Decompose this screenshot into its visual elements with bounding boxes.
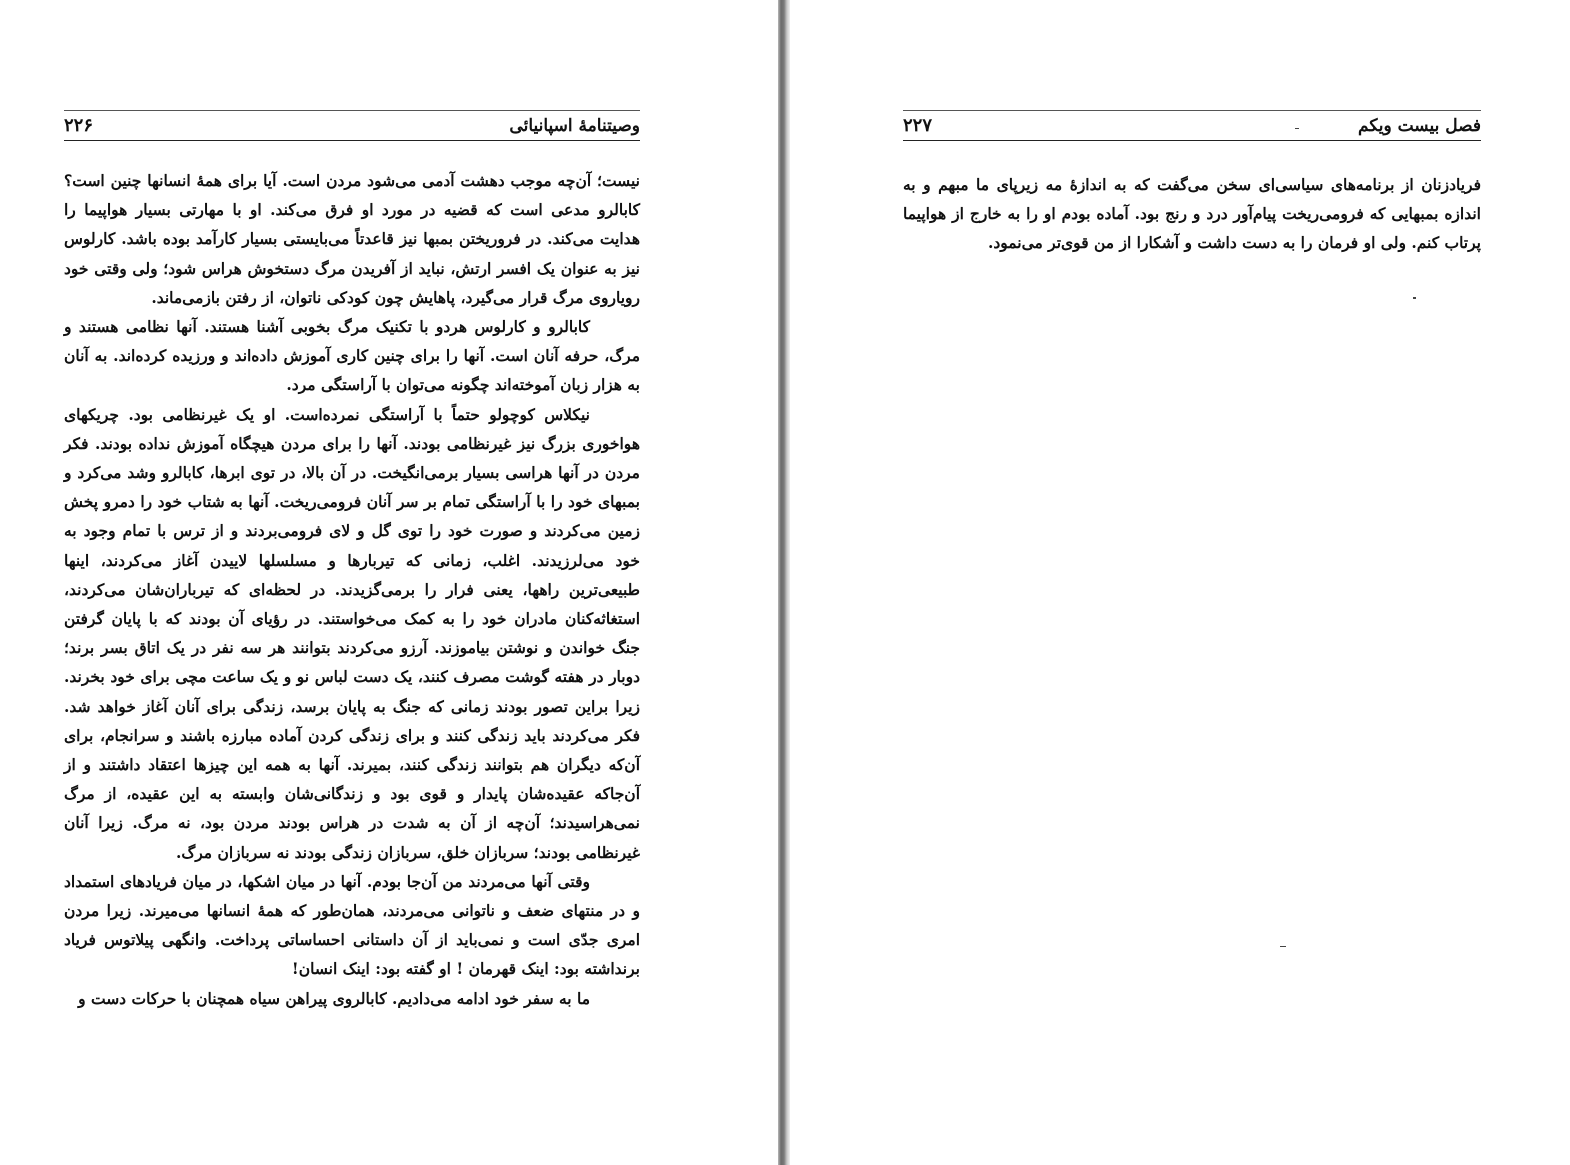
right-page-body — [903, 170, 1481, 258]
page-gutter — [778, 0, 790, 1165]
paragraph: کابالرو و کارلوس هردو با تکنیک مرگ بخوبی آشنا هستند. آنها نظامی هستند و مرگ، حرفه آنان است. آنها را برای چنین کاری آموزش داده‌اند و ورزیده کرده‌اند. به آنان به هزار زبان آموخته‌اند چگونه می‌توان با آراستگی مرد. — [64, 317, 640, 395]
scan-speck — [1280, 946, 1286, 947]
paragraph: نیست؛ آن‌چه موجب دهشت آدمی می‌شود مردن است. آیا برای همهٔ انسانها چنین است؟ کابالرو مدعی است که قضیه در مورد او فرق می‌کند. او با مهارتی بسیار هواپیما را هدایت می‌کند. در فروریختن بمبها نیز قاعدتاً می‌بایستی بسیار کارآمد بوده باشد. کارلوس نیز به عنوان یک افسر ارتش، نباید از آفریدن مرگ دستخوش هراس شود؛ ولی وقتی خود رویاروی مرگ قرار می‌گیرد، پاهایش چون کودکی ناتوان، از رفتن بازمی‌ماند. — [64, 171, 640, 307]
page-number: ۲۲۷ — [903, 115, 933, 136]
left-page-header — [64, 110, 640, 141]
left-page — [0, 0, 778, 1165]
running-title: فصل بیست ویکم — [1358, 116, 1481, 136]
header-rule — [64, 110, 640, 111]
header-rule — [903, 110, 1481, 111]
scan-speck — [1413, 297, 1416, 299]
right-page — [790, 0, 1570, 1165]
running-title: وصیتنامهٔ اسپانیائی — [509, 116, 640, 136]
paragraph: فریادزنان از برنامه‌های سیاسی‌ای سخن می‌گفت که به اندازهٔ مه زیرپای ما مبهم و به اندازه بمبهایی که فرومی‌ریخت پیام‌آور درد و رنج بود. آماده بودم او را به خارج از هواپیما پرتاب کنم. ولی او فرمان را به دست داشت و آشکارا از من قوی‌تر می‌نمود. — [903, 175, 1481, 253]
right-page-header — [903, 110, 1481, 141]
left-page-body — [64, 166, 640, 1013]
paragraph: وقتی آنها می‌مردند من آن‌جا بودم. آنها در میان اشکها، در میان فریادهای استمداد و در منتهای ضعف و ناتوانی می‌مردند، همان‌طور که همهٔ انسانها می‌میرند. زیرا مردن امری جدّی است و نمی‌باید از آن داستانی احساساتی پرداخت. وانگهی پیلاتوس فریاد برنداشته بود: اینک قهرمان ! او گفته بود: اینک انسان! — [64, 871, 640, 979]
paragraph: ما به سفر خود ادامه می‌دادیم. کابالروی پیراهن سیاه همچنان با حرکات دست و — [78, 988, 590, 1008]
scan-speck — [1295, 128, 1299, 129]
page-number: ۲۲۶ — [64, 115, 94, 136]
paragraph: نیکلاس کوچولو حتماً با آراستگی نمرده‌است. او یک غیرنظامی بود. چریکهای هواخوری بزرگ نیز غیرنظامی بودند. آنها را برای مردن هیچگاه آموزش نداده بودند. فکر مردن در آنها هراسی بسیار برمی‌انگیخت. در آن بالا، در توی ابرها، کابالرو وشد می‌کرد و بمبهای خود را با آراستگی تمام بر سر آنان فرومی‌ریخت. آنها به شتاب خود را دمرو پخش زمین می‌کردند و صورت خود را توی گل و لای فرومی‌بردند و از ترس با تمام وجود به خود می‌لرزیدند. اغلب، زمانی که تیربارها و مسلسلها لاییدن آغاز می‌کردند، اینها طبیعی‌ترین راهها، یعنی فرار را برمی‌گزیدند. در لحظه‌ای که تیرباران‌شان می‌کردند، استغاثه‌کنان مادران خود را به کمک می‌خواستند. در رؤیای آن بودند که با پایان گرفتن جنگ خواندن و نوشتن بیاموزند. آرزو می‌کردند بتوانند هر سه نفر در یک اتاق بسر برند؛ دوبار در هفته گوشت مصرف کنند، یک دست لباس نو و یک ساعت مچی برای خود بخرند. زیرا براین تصور بودند زمانی که جنگ به پایان برسد، زندگی برای آنان آغاز خواهد شد. فکر می‌کردند باید زندگی کنند و برای زندگی کردن آماده مبارزه باشند و سرانجام، برای آن‌که دیگران هم بتوانند زندگی کنند، بمیرند. آنها به همه این چیزها اعتقاد داشتند و از آن‌جاکه عقیده‌شان پایدار و قوی بود و زندگانی‌شان وابسته به این عقیده، از مرگ نمی‌هراسیدند؛ آن‌چه از آن به شدت در هراس بودند مردن بود، نه مرگ. زیرا آنان غیرنظامی بودند؛ سربازان خلق، سربازان زندگی بودند نه سربازان مرگ. — [64, 404, 640, 862]
